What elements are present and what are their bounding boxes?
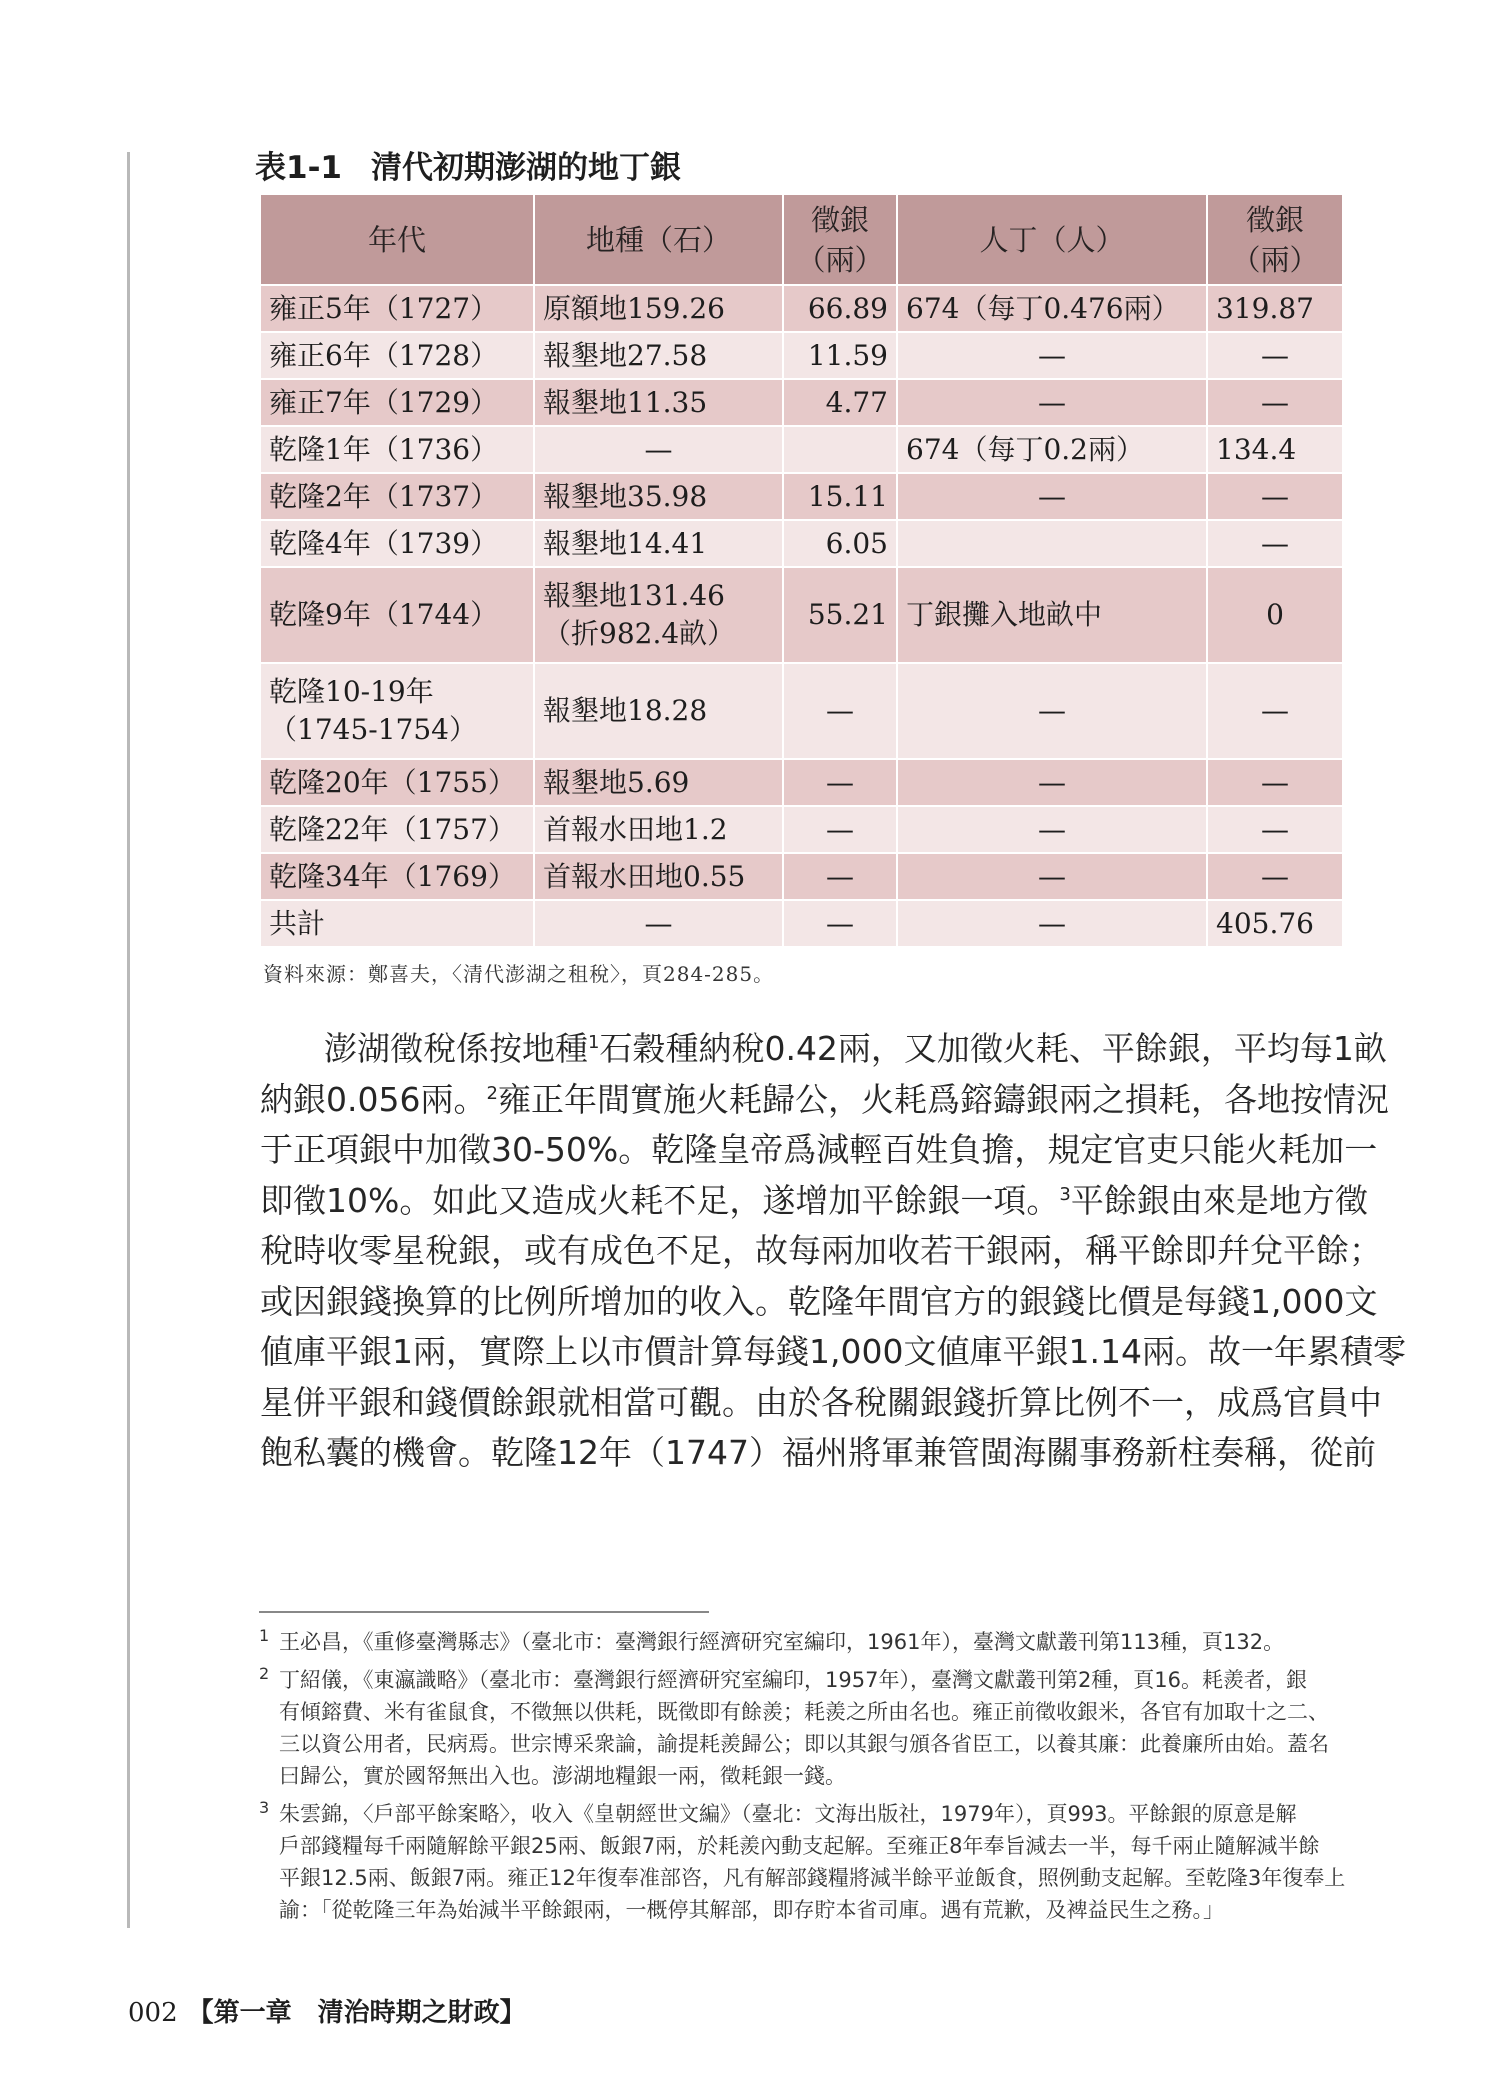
footnote-line: 諭：「從乾隆三年為始減半平餘銀兩，一概停其解部，即存貯本省司庫。遇有荒歉，及裨益民生之務。」 <box>279 1898 1224 1922</box>
body-line: 値庫平銀1兩，實際上以市價計算每錢1,000文値庫平銀1.14兩。故一年累積零 <box>260 1332 1406 1371</box>
footnote-line: 平銀12.5兩、飯銀7兩。雍正12年復奉准部咨，凡有解部錢糧將減半餘平並飯食，照例動支起解。至乾隆3年復奉上 <box>279 1866 1346 1890</box>
cell-silver: 15.11 <box>783 473 897 520</box>
cell-land: 報墾地11.35 <box>534 379 783 426</box>
cell-silver <box>783 426 897 473</box>
cell-year-line2: （1745-1754） <box>269 713 477 746</box>
cell-land: 報墾地35.98 <box>534 473 783 520</box>
cell-silver: 55.21 <box>783 567 897 663</box>
header-land: 地種（石） <box>534 194 783 285</box>
cell-land: 首報水田地1.2 <box>534 806 783 853</box>
cell-people: — <box>897 853 1207 900</box>
body-line: 澎湖徵稅係按地種$^1$石穀種納稅0.42兩，又加徵火耗、平餘銀，平均每1畝 <box>324 1029 1387 1068</box>
cell-people: — <box>897 473 1207 520</box>
cell-year: 雍正5年（1727） <box>260 285 534 332</box>
body-line: 或因銀錢換算的比例所增加的收入。乾隆年間官方的銀錢比價是每錢1,000文 <box>260 1281 1378 1321</box>
cell-land: 報墾地14.41 <box>534 520 783 567</box>
chapter-title: 【第一章 清治時期之財政】 <box>187 1998 526 2028</box>
cell-people: — <box>897 379 1207 426</box>
cell-people: 674（每丁0.2兩） <box>897 426 1207 473</box>
table-caption-title: 清代初期澎湖的地丁銀 <box>371 150 682 186</box>
table-caption-label: 表1-1 <box>255 150 343 186</box>
cell-year: 共計 <box>260 900 534 947</box>
header-people: 人丁（人） <box>897 194 1207 285</box>
cell-silver2: 134.4 <box>1207 426 1343 473</box>
cell-year: 雍正6年（1728） <box>260 332 534 379</box>
table-row <box>260 285 1343 332</box>
margin-rule <box>127 152 130 1928</box>
cell-land: — <box>534 900 783 947</box>
cell-silver2: — <box>1207 806 1343 853</box>
footnote-1 <box>259 1626 1349 1658</box>
table-row <box>260 853 1343 900</box>
table-row <box>260 806 1343 853</box>
cell-silver2: — <box>1207 473 1343 520</box>
footnote-line: 朱雲錦，〈戶部平餘案略〉，收入《皇朝經世文編》（臺北：文海出版社，1979年），頁993。平餘銀的原意是解 <box>279 1802 1297 1826</box>
cell-silver: 4.77 <box>783 379 897 426</box>
footnote-divider <box>259 1611 709 1613</box>
cell-land: 原額地159.26 <box>534 285 783 332</box>
cell-silver: — <box>783 900 897 947</box>
footnote-line: 丁紹儀，《東瀛識略》（臺北市：臺灣銀行經濟研究室編印，1957年），臺灣文獻叢刊第2種，頁16。耗羨者，銀 <box>279 1668 1308 1692</box>
cell-year: 雍正7年（1729） <box>260 379 534 426</box>
body-line: 飽私囊的機會。乾隆12年（1747）福州將軍兼管閩海關事務新柱奏稱，從前 <box>260 1433 1376 1472</box>
cell-year: 乾隆9年（1744） <box>260 567 534 663</box>
table-row <box>260 473 1343 520</box>
table-row <box>260 663 1343 759</box>
page-number: 002 <box>128 1998 178 2028</box>
cell-people: 674（每丁0.476兩） <box>897 285 1207 332</box>
cell-people: — <box>897 759 1207 806</box>
cell-land: 報墾地27.58 <box>534 332 783 379</box>
table-source: 資料來源：鄭喜夫，〈清代澎湖之租稅〉，頁284-285。 <box>263 962 775 986</box>
footnote-mark: 1 <box>259 1626 270 1645</box>
footnote-line: 曰歸公，實於國帑無出入也。澎湖地糧銀一兩，徵耗銀一錢。 <box>279 1764 846 1788</box>
cell-silver2: — <box>1207 332 1343 379</box>
cell-silver: — <box>783 759 897 806</box>
footnote-line: 三以資公用者，民病焉。世宗博采衆論，諭提耗羨歸公；即以其銀勻頒各省臣工，以養其廉：此養廉所由始。蓋名 <box>279 1732 1329 1756</box>
header-year: 年代 <box>260 194 534 285</box>
cell-year: 乾隆20年（1755） <box>260 759 534 806</box>
cell-silver: 66.89 <box>783 285 897 332</box>
table-row <box>260 426 1343 473</box>
cell-silver: — <box>783 853 897 900</box>
footnote-ref-1[interactable]: 1 <box>588 1032 600 1053</box>
cell-people: — <box>897 332 1207 379</box>
cell-people <box>897 520 1207 567</box>
cell-people: — <box>897 900 1207 947</box>
cell-land <box>534 567 783 663</box>
footnote-line: 有傾鎔費、米有雀鼠食，不徵無以供耗，既徵即有餘羨；耗羨之所由名也。雍正前徵收銀米，各官有加取十之二、 <box>279 1700 1329 1724</box>
cell-silver2: — <box>1207 663 1343 759</box>
footnote-ref-2[interactable]: 2 <box>486 1082 498 1104</box>
body-line: 即徵10%。如此又造成火耗不足，遂增加平餘銀一項。$^3$平餘銀由來是地方徵 <box>260 1180 1368 1220</box>
footnote-ref-3[interactable]: 3 <box>1059 1183 1071 1205</box>
cell-land-line1: 報墾地131.46 <box>543 579 725 612</box>
table-row <box>260 332 1343 379</box>
footnote-3 <box>259 1798 1349 1926</box>
footnote-mark: 2 <box>259 1664 270 1683</box>
cell-silver: — <box>783 806 897 853</box>
table-row-total <box>260 900 1343 947</box>
cell-land: — <box>534 426 783 473</box>
cell-silver2: — <box>1207 759 1343 806</box>
cell-silver: 11.59 <box>783 332 897 379</box>
footnotes <box>259 1626 1349 1932</box>
body-line: 稅時收零星稅銀，或有成色不足，故每兩加收若干銀兩，稱平餘即幷兌平餘； <box>260 1231 1382 1270</box>
cell-silver2: 0 <box>1207 567 1343 663</box>
cell-silver: 6.05 <box>783 520 897 567</box>
cell-silver2: 319.87 <box>1207 285 1343 332</box>
table-row <box>260 520 1343 567</box>
cell-land: 報墾地5.69 <box>534 759 783 806</box>
cell-land: 首報水田地0.55 <box>534 853 783 900</box>
header-silver: 徵銀（兩） <box>783 194 897 285</box>
cell-people: — <box>897 663 1207 759</box>
cell-silver2: — <box>1207 379 1343 426</box>
body-line: 于正項銀中加徵30-50%。乾隆皇帝爲減輕百姓負擔，規定官吏只能火耗加一 <box>260 1130 1378 1169</box>
cell-silver: — <box>783 663 897 759</box>
cell-silver2: 405.76 <box>1207 900 1343 947</box>
body-line: 星併平銀和錢價餘銀就相當可觀。由於各稅關銀錢折算比例不一，成爲官員中 <box>260 1382 1382 1422</box>
cell-silver2: — <box>1207 520 1343 567</box>
table-row <box>260 759 1343 806</box>
cell-year: 乾隆2年（1737） <box>260 473 534 520</box>
cell-silver2: — <box>1207 853 1343 900</box>
table-header-row <box>260 194 1343 285</box>
cell-year-line1: 乾隆10-19年 <box>269 675 434 708</box>
cell-year: 乾隆34年（1769） <box>260 853 534 900</box>
page-footer <box>128 1992 526 2029</box>
footnote-line: 王必昌，《重修臺灣縣志》（臺北市：臺灣銀行經濟研究室編印，1961年），臺灣文獻叢刊第113種，頁132。 <box>279 1630 1285 1654</box>
body-paragraph <box>260 1024 1406 1479</box>
footnote-2 <box>259 1664 1349 1792</box>
cell-land: 報墾地18.28 <box>534 663 783 759</box>
footnote-mark: 3 <box>259 1798 270 1817</box>
footnote-line: 戶部錢糧每千兩隨解餘平銀25兩、飯銀7兩，於耗羨內動支起解。至雍正8年奉旨減去一半，每千兩止隨解減半餘 <box>279 1834 1320 1858</box>
cell-people: — <box>897 806 1207 853</box>
cell-year: 乾隆22年（1757） <box>260 806 534 853</box>
table-row <box>260 379 1343 426</box>
cell-year <box>260 663 534 759</box>
cell-people: 丁銀攤入地畝中 <box>897 567 1207 663</box>
cell-year: 乾隆1年（1736） <box>260 426 534 473</box>
land-tax-table <box>259 193 1344 948</box>
cell-land-line2: （折982.4畝） <box>543 617 736 650</box>
table-caption <box>255 146 681 190</box>
table-row <box>260 567 1343 663</box>
cell-year: 乾隆4年（1739） <box>260 520 534 567</box>
header-silver2: 徵銀（兩） <box>1207 194 1343 285</box>
body-line: 納銀0.056兩。$^2$雍正年間實施火耗歸公，火耗爲鎔鑄銀兩之損耗，各地按情況 <box>260 1079 1389 1119</box>
